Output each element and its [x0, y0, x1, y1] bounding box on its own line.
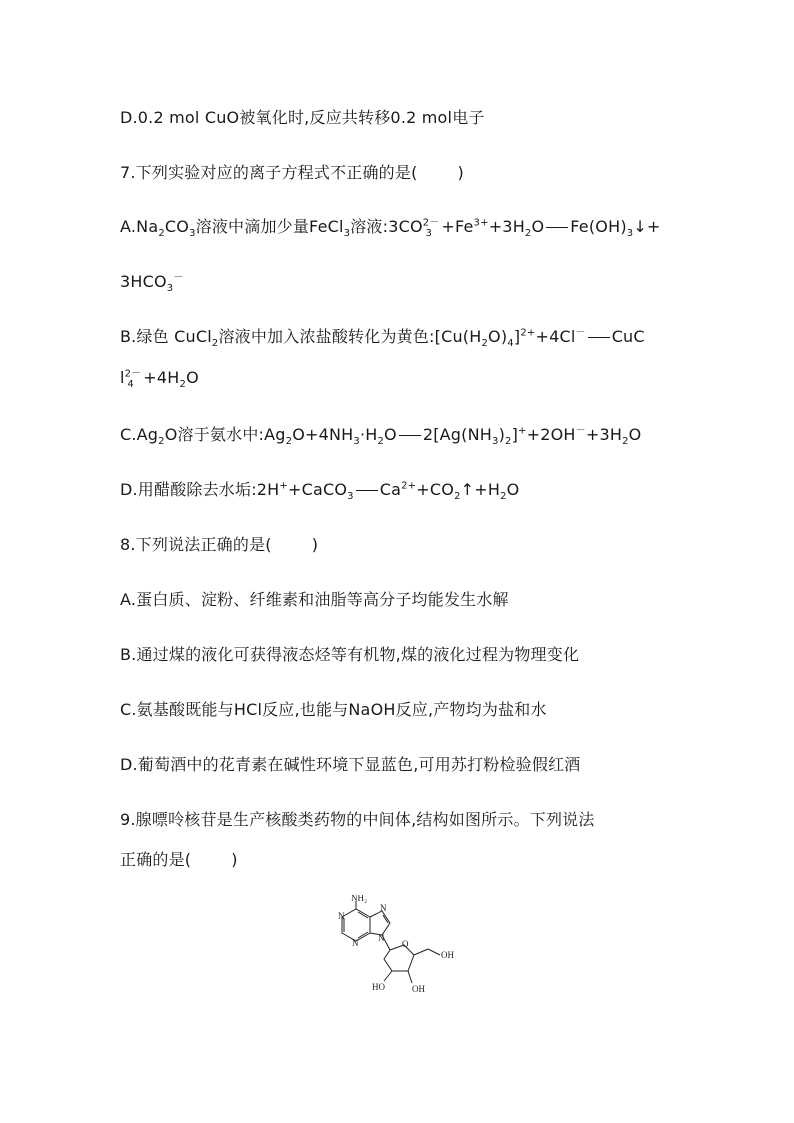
option-text: O溶于氨水中:Ag	[164, 425, 286, 444]
subscript: 3	[425, 228, 433, 240]
q7-stem-text: 7.下列实验对应的离子方程式不正确的是(	[120, 163, 418, 182]
formula-text: +3H	[488, 217, 525, 236]
subscript: 2	[179, 379, 187, 391]
option-text: 溶液中滴加少量FeCl	[195, 217, 344, 236]
structure-label-oh: OH	[412, 984, 425, 994]
q7-stem	[120, 163, 464, 183]
option-text: D.用醋酸除去水垢:2H	[120, 480, 280, 499]
subscript: 3	[626, 228, 634, 240]
formula-text: CuC	[611, 327, 645, 346]
q7-option-a	[120, 217, 661, 240]
superscript: －	[575, 425, 586, 437]
subscript: 2	[285, 436, 293, 448]
formula-text: 3HCO	[120, 272, 167, 291]
equals-arrow-icon	[356, 490, 378, 491]
subscript: 2	[500, 491, 507, 503]
subscript: 3	[353, 436, 360, 448]
q9-stem-line1: 9.腺嘌呤核苷是生产核酸类药物的中间体,结构如图所示。下列说法	[120, 810, 595, 829]
adenosine-structure-figure	[318, 895, 478, 1005]
formula-text: )	[498, 425, 506, 444]
formula-text: ]	[511, 425, 519, 444]
subscript: 2	[377, 436, 385, 448]
option-text: B.绿色 CuCl	[120, 327, 212, 346]
subscript: 2	[454, 491, 461, 503]
q8-stem-text: 8.下列说法正确的是(	[120, 535, 272, 554]
formula-text: l	[120, 368, 125, 387]
subscript: 3	[347, 491, 354, 503]
formula-text: +2OH	[526, 425, 576, 444]
q9-stem-line2	[120, 850, 238, 870]
formula-text: +CO	[416, 480, 455, 499]
q7-option-a-line2	[120, 272, 184, 295]
q7-paren-close: )	[457, 163, 464, 182]
superscript: －	[173, 272, 184, 284]
formula-text: O)	[488, 327, 508, 346]
formula-text: +4H	[137, 368, 180, 387]
equals-arrow-icon	[546, 227, 568, 228]
option-text: C.Ag	[120, 425, 159, 444]
subscript: 2	[524, 228, 532, 240]
q7-option-c	[120, 425, 642, 448]
q8-stem	[120, 535, 318, 555]
q8-option-c: C.氨基酸既能与HCl反应,也能与NaOH反应,产物均为盐和水	[120, 700, 547, 719]
option-label: A.	[120, 217, 137, 236]
subscript: 3	[166, 283, 174, 295]
subscript: 3	[492, 436, 499, 448]
formula-text: Ca	[379, 480, 402, 499]
q7-option-d	[120, 480, 520, 503]
subscript: 2	[622, 436, 629, 448]
formula-text: +CaCO	[288, 480, 348, 499]
structure-label-n: N	[352, 938, 359, 948]
subscript: 2	[505, 436, 512, 448]
q6-option-d: D.0.2 mol CuO被氧化时,反应共转移0.2 mol电子	[120, 108, 485, 127]
formula-text: 2[Ag(NH	[422, 425, 492, 444]
formula-text: ]	[513, 327, 521, 346]
subscript: 4	[127, 379, 134, 391]
structure-label-ho: HO	[372, 982, 385, 992]
q9-paren-close: )	[231, 850, 238, 869]
formula-text: +3H	[585, 425, 623, 444]
equals-arrow-icon	[399, 435, 421, 436]
q7-option-b-line2	[120, 368, 199, 391]
option-text: 溶液中加入浓盐酸转化为黄色:[Cu(H	[218, 327, 482, 346]
q9-stem-text: 正确的是(	[120, 850, 192, 869]
superscript: +	[279, 480, 289, 492]
option-text: 溶液:3CO	[350, 217, 423, 236]
formula-text: CO	[164, 217, 190, 236]
structure-label-oh: OH	[441, 950, 454, 960]
q8-option-b: B.通过煤的液化可获得液态烃等有机物,煤的液化过程为物理变化	[120, 645, 580, 664]
formula-text: O	[531, 217, 545, 236]
formula-text: O	[186, 368, 199, 387]
superscript: 2－	[124, 368, 142, 380]
subscript: 2	[211, 338, 219, 350]
q8-option-a: A.蛋白质、淀粉、纤维素和油脂等高分子均能发生水解	[120, 590, 509, 609]
superscript: 2－	[422, 217, 440, 229]
q8-option-d: D.葡萄酒中的花青素在碱性环境下显蓝色,可用苏打粉检验假红酒	[120, 755, 581, 774]
subscript: 4	[507, 338, 514, 350]
formula-text: O	[384, 425, 397, 444]
subscript: 3	[189, 228, 196, 240]
q7-option-b	[120, 327, 645, 350]
formula-text: O+4NH	[292, 425, 354, 444]
superscript: 2+	[520, 327, 536, 339]
subscript: 2	[158, 228, 165, 240]
formula-text: ↓+	[633, 217, 661, 236]
subscript: 2	[481, 338, 489, 350]
superscript: 3+	[473, 217, 489, 229]
subscript: 2	[158, 436, 165, 448]
superscript: －	[575, 327, 586, 339]
formula-text: +Fe	[436, 217, 474, 236]
formula-text: ·H	[359, 425, 378, 444]
subscript: 3	[343, 228, 351, 240]
q8-paren-close: )	[311, 535, 319, 554]
formula-text: Fe(OH)	[570, 217, 627, 236]
formula-text: +4Cl	[535, 327, 576, 346]
formula-text: ↑+H	[460, 480, 501, 499]
structure-label-n: N	[380, 903, 387, 913]
structure-label-n: N	[338, 911, 345, 921]
superscript: +	[518, 425, 527, 437]
formula-text: O	[506, 480, 520, 499]
formula-text: Na	[136, 217, 159, 236]
structure-label-o: O	[402, 939, 409, 949]
formula-text: O	[628, 425, 642, 444]
structure-label-n: N	[378, 933, 385, 943]
equals-arrow-icon	[588, 337, 610, 338]
structure-label-nh2: NH₂	[351, 895, 368, 903]
superscript: 2+	[401, 480, 417, 492]
